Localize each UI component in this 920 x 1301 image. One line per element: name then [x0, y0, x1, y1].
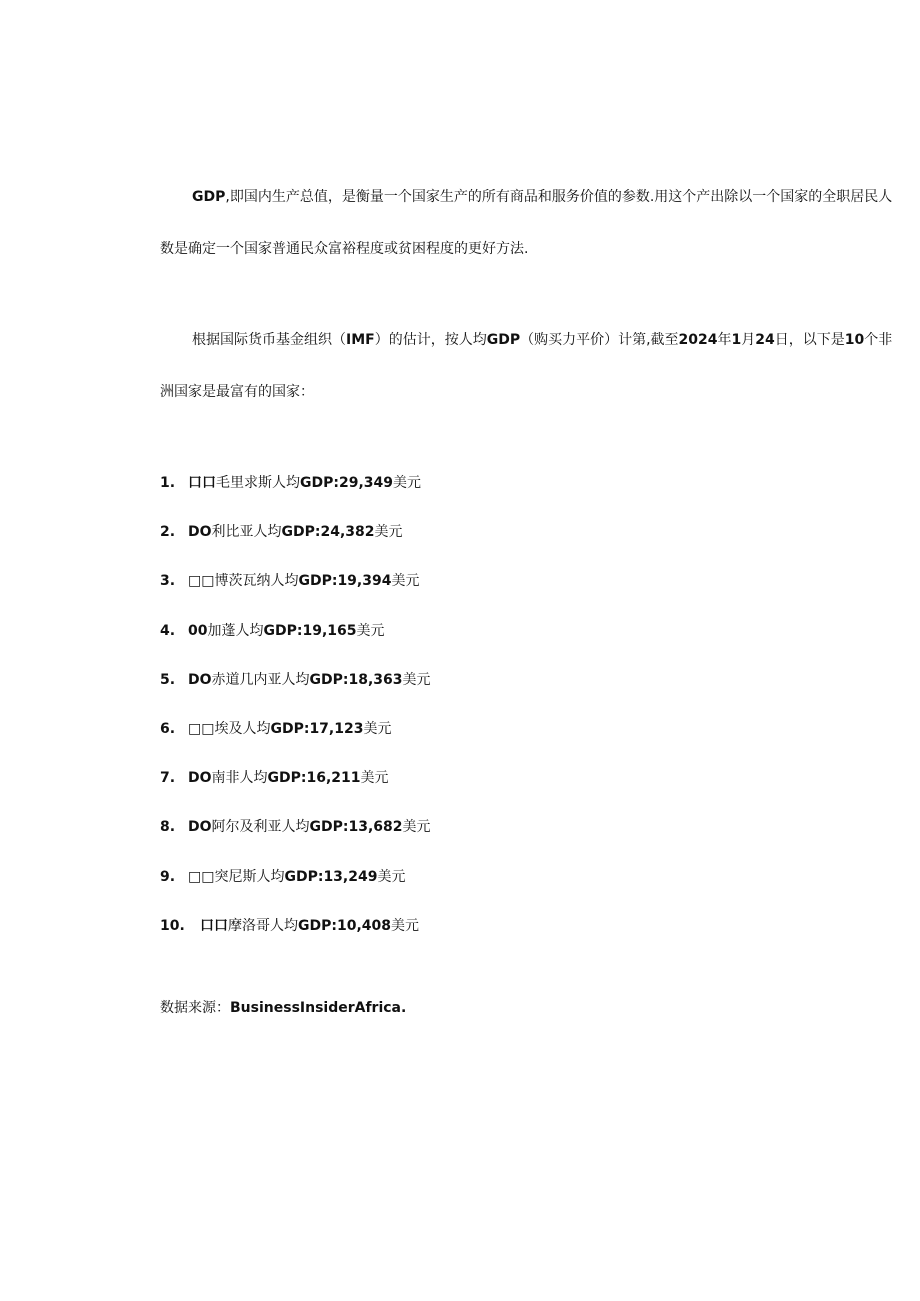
context-gdp: GDP	[486, 332, 521, 348]
item-country: 埃及人均	[214, 720, 271, 737]
item-gdp: GDP:13,249	[284, 868, 378, 885]
item-country: 加蓬人均	[207, 622, 264, 639]
list-item	[160, 718, 431, 767]
context-text-3: （购买力平价）计第,截至	[520, 332, 679, 348]
context-paragraph	[160, 314, 900, 418]
context-text-6: 日，以下是	[774, 332, 845, 348]
item-gdp: GDP:16,211	[267, 770, 361, 787]
item-unit: 美元	[377, 868, 406, 885]
list-item	[160, 472, 431, 521]
list-item	[160, 767, 431, 816]
item-gdp: GDP:17,123	[270, 720, 364, 737]
list-item	[160, 570, 431, 619]
item-prefix: DO	[188, 819, 212, 836]
context-day: 24	[755, 332, 775, 348]
context-text-5: 月	[741, 332, 756, 348]
item-gdp: GDP:18,363	[309, 671, 403, 688]
item-country: 博茨瓦纳人均	[214, 573, 299, 590]
item-number: 6.	[160, 720, 176, 737]
item-number: 9.	[160, 868, 176, 885]
list-item	[160, 521, 431, 570]
intro-paragraph	[160, 171, 900, 275]
data-source	[160, 997, 406, 1019]
item-gdp: GDP:19,394	[298, 573, 392, 590]
list-item	[160, 915, 431, 964]
intro-gdp-term: GDP	[192, 189, 226, 205]
item-unit: 美元	[374, 524, 403, 541]
country-ranking-list	[160, 472, 431, 964]
context-count: 10	[844, 332, 865, 348]
item-number: 10.	[160, 917, 185, 934]
list-item	[160, 620, 431, 669]
item-gdp: GDP:13,682	[309, 819, 403, 836]
item-number: 1.	[160, 475, 176, 491]
intro-text: ,即国内生产总值，是衡量一个国家生产的所有商品和服务价值的参数.用这个产出除以一个国家的全职居民人数是确定一个国家普通民众富裕程度或贫困程度的更好方法.	[160, 189, 893, 257]
context-text-2: ）的估计，按人均	[374, 332, 487, 348]
item-country: 赤道几内亚人均	[211, 671, 310, 688]
item-country: 阿尔及利亚人均	[211, 819, 310, 836]
item-number: 2.	[160, 524, 176, 541]
item-prefix: □□	[188, 868, 215, 885]
item-number: 5.	[160, 671, 176, 688]
context-imf: IMF	[346, 332, 375, 348]
item-prefix: □□	[188, 720, 215, 737]
item-number: 3.	[160, 573, 176, 590]
item-unit: 美元	[391, 917, 419, 934]
context-text-7: 个非洲国家是最富有的国家：	[160, 332, 893, 400]
item-prefix: 00	[188, 622, 208, 639]
item-prefix: 口口	[200, 917, 228, 934]
item-unit: 美元	[402, 671, 431, 688]
context-text-4: 年	[717, 332, 732, 348]
item-country: 摩洛哥人均	[228, 917, 298, 934]
item-gdp: GDP:10,408	[298, 917, 391, 934]
item-gdp: GDP:29,349	[300, 475, 393, 491]
list-item	[160, 669, 431, 718]
item-gdp: GDP:19,165	[263, 622, 357, 639]
item-number: 4.	[160, 622, 176, 639]
source-name: BusinessInsiderAfrica.	[230, 1000, 407, 1016]
item-country: 突尼斯人均	[214, 868, 285, 885]
item-unit: 美元	[363, 720, 392, 737]
list-item	[160, 866, 431, 915]
item-prefix: □□	[188, 573, 215, 590]
item-gdp: GDP:24,382	[281, 524, 375, 541]
item-number: 8.	[160, 819, 176, 836]
item-country: 利比亚人均	[211, 524, 282, 541]
item-prefix: 口口	[188, 475, 216, 491]
item-country: 毛里求斯人均	[216, 475, 300, 491]
item-unit: 美元	[360, 770, 389, 787]
list-item	[160, 816, 431, 865]
context-text-1: 根据国际货币基金组织（	[192, 332, 346, 348]
context-month: 1	[731, 332, 742, 348]
item-prefix: DO	[188, 671, 212, 688]
item-unit: 美元	[356, 622, 385, 639]
item-prefix: DO	[188, 524, 212, 541]
item-prefix: DO	[188, 770, 212, 787]
item-country: 南非人均	[211, 770, 268, 787]
item-unit: 美元	[393, 475, 421, 491]
item-unit: 美元	[391, 573, 420, 590]
context-year: 2024	[678, 332, 718, 348]
item-unit: 美元	[402, 819, 431, 836]
item-number: 7.	[160, 770, 176, 787]
source-label: 数据来源：	[160, 1000, 230, 1016]
